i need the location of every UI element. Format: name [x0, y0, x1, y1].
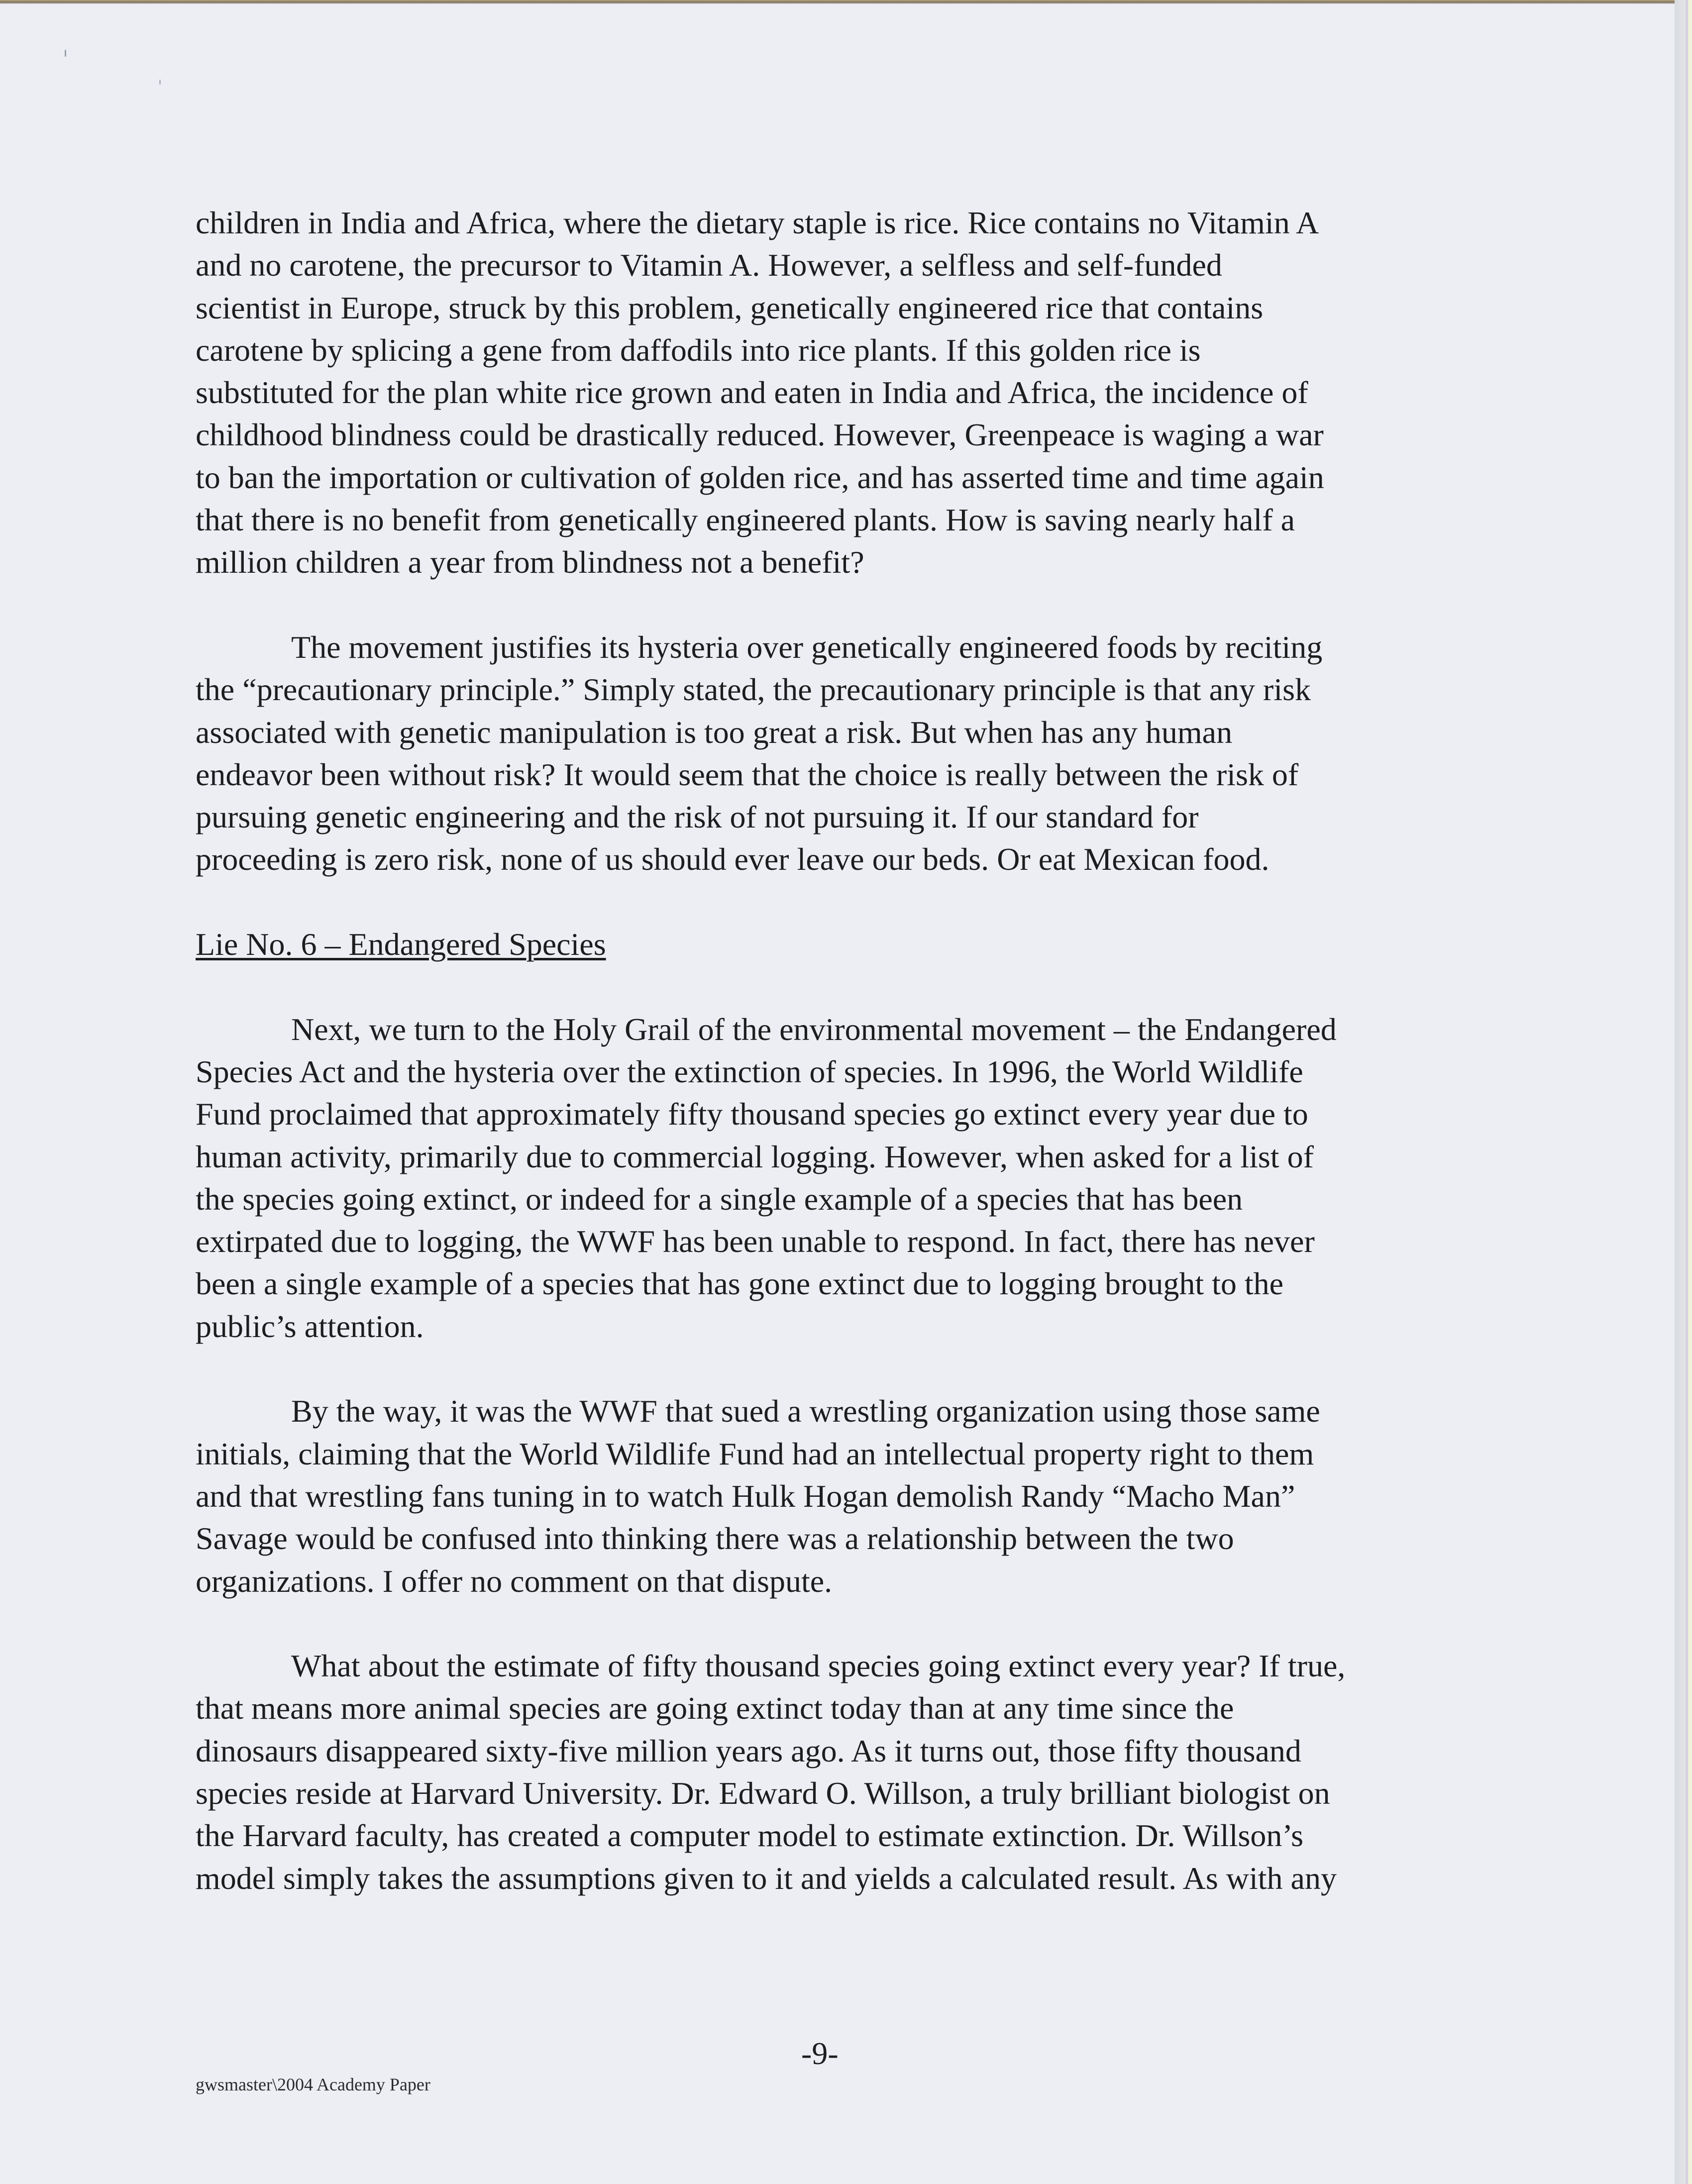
paragraph-wwf-wrestling: By the way, it was the WWF that sued a wrestling organization using those same initials, claiming that the World Wildlife Fund had an intellectual property right to them and that wrestling fans tuning in to watch Hulk Hogan demolish Randy “Macho Man” Savage would be confused into thinking there was a relationship between the two organizations. I offer no comment on that dispute.	[196, 1393, 1320, 1599]
paragraph-holy-grail: Next, we turn to the Holy Grail of the environmental movement – the Endangered Species Act and the hysteria over the extinction of species. In 1996, the World Wildlife Fund proclaimed that approximately fifty thousand species go extinct every year due to human activity, primarily due to commercial logging. However, when asked for a list of the species going extinct, or indeed for a single example of a species that has been extirpated due to logging, the WWF has been unable to respond. In fact, there has never been a single example of a species that has gone extinct due to logging brought to the public’s attention.	[196, 1011, 1337, 1344]
scan-speck	[159, 80, 161, 85]
scan-speck	[65, 50, 66, 57]
footer-file-path: gwsmaster\2004 Academy Paper	[196, 2075, 430, 2094]
paragraph-fifty-thousand-estimate: What about the estimate of fifty thousand species going extinct every year? If true, that means more animal species are going extinct today than at any time since the dinosaurs disappeared sixty-five million years ago. As it turns out, those fifty thousand species reside at Harvard University. Dr. Edward O. Willson, a truly brilliant biologist on the Harvard faculty, has created a computer model to estimate extinction. Dr. Willson’s model simply takes the assumptions given to it and yields a calculated result. As with any	[196, 1648, 1346, 1896]
document-body	[196, 202, 1470, 1942]
section-heading: Lie No. 6 – Endangered Species	[196, 927, 606, 962]
page-number: -9-	[801, 2036, 839, 2071]
paragraph-golden-rice: children in India and Africa, where the dietary staple is rice. Rice contains no Vitamin A and no carotene, the precursor to Vitamin A. However, a selfless and self-funded scientist in Europe, struck by this problem, genetically engineered rice that contains carotene by splicing a gene from daffodils into rice plants. If this golden rice is substituted for the plan white rice grown and eaten in India and Africa, the incidence of childhood blindness could be drastically reduced. However, Greenpeace is waging a war to ban the importation or cultivation of golden rice, and has asserted time and time again that there is no benefit from genetically engineered plants. How is saving nearly half a million children a year from blindness not a benefit?	[196, 205, 1324, 580]
scan-right-margin	[1675, 0, 1692, 2184]
scan-top-edge	[0, 0, 1677, 4]
paragraph-precautionary-principle: The movement justifies its hysteria over genetically engineered foods by reciting the “precautionary principle.” Simply stated, the precautionary principle is that any risk associated with genetic manipulation is too great a risk. But when has any human endeavor been without risk? It would seem that the choice is really between the risk of pursuing genetic engineering and the risk of not pursuing it. If our standard for proceeding is zero risk, none of us should ever leave our beds. Or eat Mexican food.	[196, 629, 1323, 877]
